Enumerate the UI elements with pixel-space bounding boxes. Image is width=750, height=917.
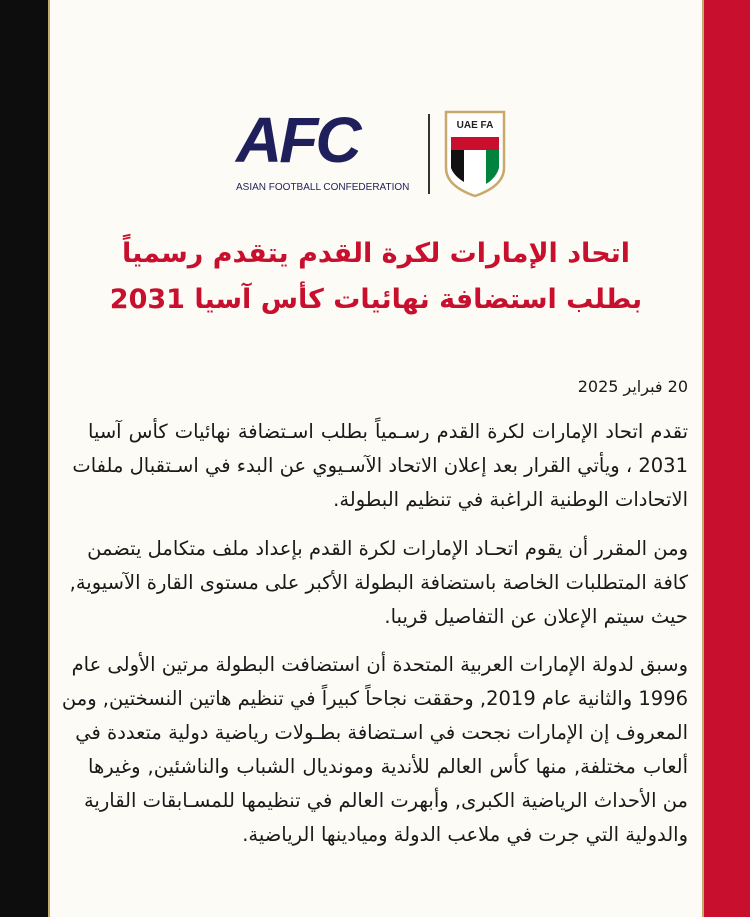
logo-header bbox=[0, 104, 750, 200]
afc-tagline: ASIAN FOOTBALL CONFEDERATION bbox=[236, 182, 410, 193]
paragraph-3-line: 1996 والثانية عام 2019, وحققت نجاحاً كبيراً في تنظيم هاتين النسختين, ومن bbox=[61, 687, 688, 710]
paragraph-2-line: ومن المقرر أن يقوم اتحـاد الإمارات لكرة القدم بإعداد ملف متكامل يتضمن bbox=[87, 537, 688, 560]
publish-date: 20 فبراير 2025 bbox=[577, 377, 688, 396]
headline-line-1: اتحاد الإمارات لكرة القدم يتقدم رسمياً bbox=[121, 238, 631, 269]
paragraph-3-line: ألعاب مختلفة, منها كأس العالم للأندية وموندیال الشباب والناشئين, وغيرها bbox=[88, 755, 688, 778]
paragraph-3-line: والدولية التي جرت في ملاعب الدولة وميادينها الرياضية. bbox=[242, 823, 688, 846]
logo-divider bbox=[428, 114, 430, 194]
paragraph-1-line: 2031 ، ويأتي القرار بعد إعلان الاتحاد الآسـيوي عن البدء في اسـتقبال ملفات bbox=[72, 454, 688, 477]
paragraph-1-line: الاتحادات الوطنية الراغبة في تنظيم البطولة. bbox=[333, 488, 688, 511]
uae-fa-shield-logo bbox=[444, 110, 506, 198]
afc-wordmark: AFC bbox=[236, 104, 359, 176]
headline-line-2: بطلب استضافة نهائيات كأس آسيا 2031 bbox=[109, 284, 643, 315]
svg-text:UAE FA: UAE FA bbox=[456, 120, 494, 131]
paragraph-3-line: من الأحداث الرياضية الكبرى, وأبهرت العالم في تنظيمها للمسـابقات القارية bbox=[83, 789, 688, 812]
paragraph-1-line: تقدم اتحاد الإمارات لكرة القدم رسـمياً بطلب اسـتضافة نهائيات كأس آسيا bbox=[88, 420, 688, 443]
afc-logo bbox=[236, 104, 416, 200]
paragraph-2-line: حيث سيتم الإعلان عن التفاصيل قريبا. bbox=[384, 605, 688, 628]
paragraph-2-line: كافة المتطلبات الخاصة باستضافة البطولة الأكبر على مستوى القارة الآسيوية, bbox=[69, 571, 688, 594]
paragraph-3-line: وسبق لدولة الإمارات العربية المتحدة أن استضافت البطولة مرتين الأولى عام bbox=[71, 653, 688, 676]
paragraph-3-line: المعروف إن الإمارات نجحت في اسـتضافة بطـولات رياضية دولية متعددة في bbox=[75, 721, 688, 744]
